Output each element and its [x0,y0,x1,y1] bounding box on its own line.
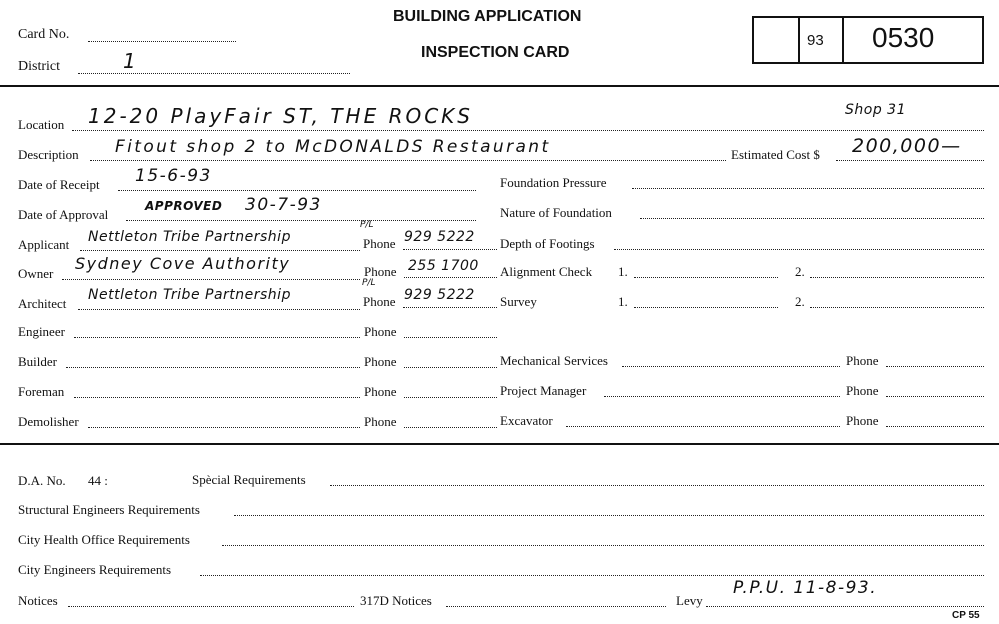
alignment-check-2-label: 2. [795,264,805,279]
architect-phone-value: 929 5222 [404,287,475,303]
survey-2-line[interactable] [810,307,984,308]
engineer-phone-line[interactable] [404,337,497,338]
date-receipt-line[interactable] [118,190,476,191]
demolisher-label: Demolisher [18,414,79,429]
applicant-label: Applicant [18,237,70,252]
district-line[interactable] [78,73,350,74]
builder-phone-label: Phone [364,354,397,369]
builder-phone-line[interactable] [404,367,497,368]
structural-engineers-label: Structural Engineers Requirements [18,502,200,517]
excavator-label: Excavator [500,413,553,428]
mechanical-services-line[interactable] [622,366,840,367]
da-no-value: 44 : [88,473,108,488]
excavator-line[interactable] [566,426,840,427]
form-title-line2: INSPECTION CARD [421,44,570,61]
architect-line[interactable] [78,309,360,310]
owner-phone-line[interactable] [404,277,497,278]
foundation-pressure-label: Foundation Pressure [500,175,607,190]
applicant-phone-value: 929 5222 [404,229,475,245]
location-line[interactable] [72,130,984,131]
card-no-line[interactable] [88,41,236,42]
card-serial: 0530 [872,22,935,53]
notices-label: Notices [18,593,58,608]
applicant-line[interactable] [80,250,360,251]
alignment-check-1-line[interactable] [634,277,778,278]
owner-label: Owner [18,266,54,281]
notices-line[interactable] [68,606,354,607]
survey-label: Survey [500,294,537,309]
applicant-suffix: P/L [360,220,374,230]
structural-engineers-line[interactable] [234,515,984,516]
demolisher-phone-line[interactable] [404,427,497,428]
location-label: Location [18,117,65,132]
date-approval-label: Date of Approval [18,207,109,222]
location-value: 12-20 PlayFair ST, THE ROCKS [88,104,473,128]
estimated-cost-label: Estimated Cost $ [731,147,820,162]
nature-foundation-label: Nature of Foundation [500,205,612,220]
foreman-line[interactable] [74,397,360,398]
card-year: 93 [807,32,824,49]
district-value: 1 [123,49,138,73]
divider-top [0,85,999,87]
excavator-phone-label: Phone [846,413,879,428]
project-manager-phone-label: Phone [846,383,879,398]
demolisher-phone-label: Phone [364,414,397,429]
excavator-phone-line[interactable] [886,426,984,427]
project-manager-label: Project Manager [500,383,587,398]
notices-317d-label: 317D Notices [360,593,432,608]
architect-label: Architect [18,296,67,311]
depth-footings-label: Depth of Footings [500,236,595,251]
foreman-label: Foreman [18,384,65,399]
estimated-cost-line[interactable] [836,160,984,161]
da-no-label: D.A. No. [18,473,66,488]
alignment-check-2-line[interactable] [810,277,984,278]
card-number-box [752,16,984,64]
foreman-phone-label: Phone [364,384,397,399]
levy-label: Levy [676,593,703,608]
project-manager-phone-line[interactable] [886,396,984,397]
engineer-line[interactable] [74,337,360,338]
description-value: Fitout shop 2 to McDONALDS Restaurant [115,137,551,157]
description-label: Description [18,147,79,162]
architect-phone-line[interactable] [403,307,497,308]
architect-value: Nettleton Tribe Partnership [88,287,291,303]
mechanical-phone-label: Phone [846,353,879,368]
estimated-cost-value: 200,000— [852,135,962,157]
form-code: CP 55 [952,610,980,621]
architect-suffix: P/L [362,278,376,288]
applicant-value: Nettleton Tribe Partnership [88,229,291,245]
date-approval-line[interactable] [126,220,476,221]
description-line[interactable] [90,160,726,161]
engineer-phone-label: Phone [364,324,397,339]
date-receipt-label: Date of Receipt [18,177,100,192]
survey-2-label: 2. [795,294,805,309]
card-no-label: Card No. [18,27,70,42]
levy-line[interactable] [706,606,984,607]
special-requirements-label: Spècial Requirements [192,472,306,487]
foundation-pressure-line[interactable] [632,188,984,189]
builder-label: Builder [18,354,57,369]
date-receipt-value: 15-6-93 [135,166,212,186]
alignment-check-1-label: 1. [618,264,628,279]
builder-line[interactable] [66,367,360,368]
divider-middle [0,443,999,445]
applicant-phone-line[interactable] [403,249,497,250]
foreman-phone-line[interactable] [404,397,497,398]
mechanical-phone-line[interactable] [886,366,984,367]
approved-stamp: APPROVED [145,199,223,213]
city-engineers-label: City Engineers Requirements [18,562,172,577]
survey-1-line[interactable] [634,307,778,308]
district-label: District [18,59,60,74]
alignment-check-label: Alignment Check [500,264,593,279]
owner-phone-label: Phone [364,264,397,279]
depth-footings-line[interactable] [614,249,984,250]
engineer-label: Engineer [18,324,65,339]
city-health-line[interactable] [222,545,984,546]
owner-line[interactable] [62,279,360,280]
notices-317d-line[interactable] [446,606,666,607]
owner-phone-value: 255 1700 [408,258,479,274]
special-requirements-line[interactable] [330,485,984,486]
form-title-line1: BUILDING APPLICATION [393,8,582,25]
location-note: Shop 31 [845,102,906,118]
architect-phone-label: Phone [363,294,396,309]
owner-value: Sydney Cove Authority [75,254,291,273]
applicant-phone-label: Phone [363,236,396,251]
date-approval-value: 30-7-93 [245,195,322,215]
city-engineers-line[interactable] [200,575,984,576]
levy-value: P.P.U. 11-8-93. [733,578,878,598]
nature-foundation-line[interactable] [640,218,984,219]
survey-1-label: 1. [618,294,628,309]
mechanical-services-label: Mechanical Services [500,353,608,368]
city-health-label: City Health Office Requirements [18,532,190,547]
project-manager-line[interactable] [604,396,840,397]
demolisher-line[interactable] [88,427,360,428]
